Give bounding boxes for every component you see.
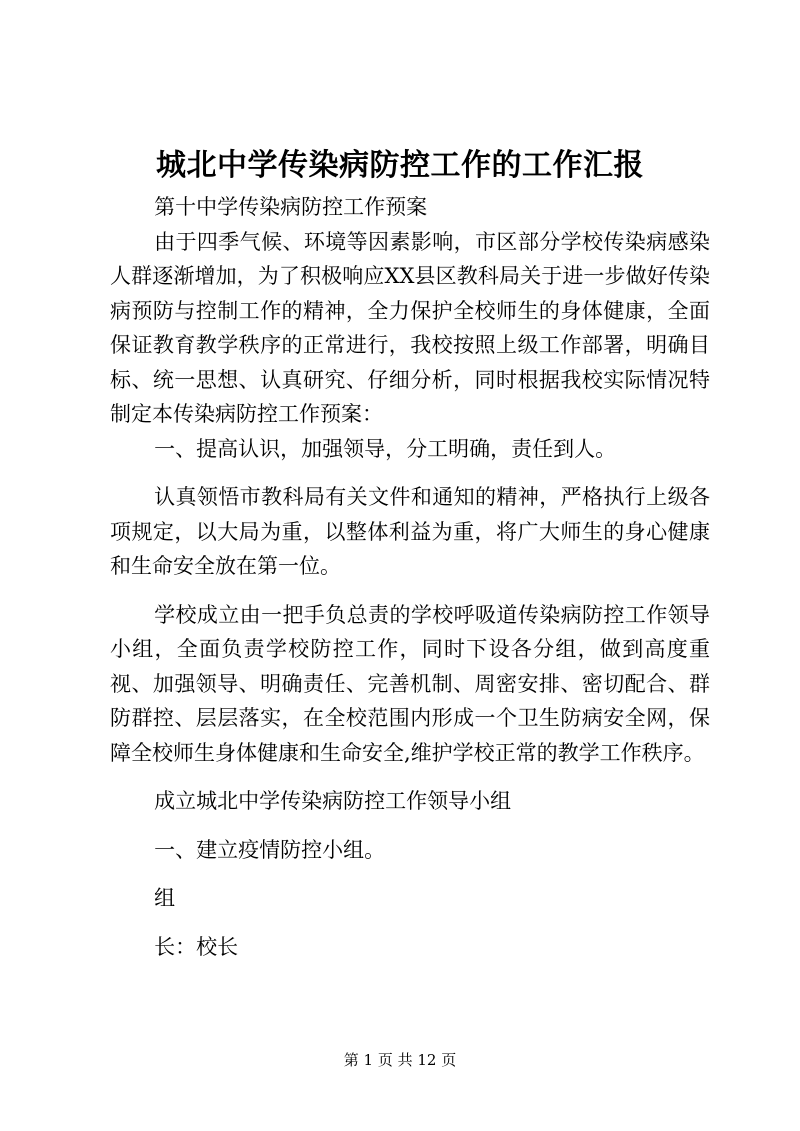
paragraph-intro: 由于四季气候、环境等因素影响，市区部分学校传染病感染人群逐渐增加，为了积极响应XX县区教科局关于进一步做好传染病预防与控制工作的精神，全力保护全校师生的身体健康，全面保证教育教学秩序的正常进行，我校按照上级工作部署，明确目标、统一思想、认真研究、仔细分析，同时根据我校实际情况特制定本传染病防控工作预案：	[110, 229, 710, 426]
document-title: 城北中学传染病防控工作的工作汇报	[156, 148, 644, 183]
paragraph-group-leader: 长：校长	[154, 934, 239, 959]
paragraph-section-1-heading: 一、提高认识，加强领导，分工明确，责任到人。	[154, 436, 617, 461]
paragraph-section-1-body: 认真领悟市教科局有关文件和通知的精神，严格执行上级各项规定，以大局为重，以整体利益为重，将广大师生的身心健康和生命安全放在第一位。	[110, 485, 710, 578]
page-footer: 第 1 页 共 12 页	[343, 1051, 457, 1069]
paragraph-subtitle: 第十中学传染病防控工作预案	[154, 195, 428, 219]
document-body	[110, 190, 710, 964]
paragraph-leadership-group: 学校成立由一把手负总责的学校呼吸道传染病防控工作领导小组，全面负责学校防控工作，同时下设各分组，做到高度重视、加强领导、明确责任、完善机制、周密安排、密切配合、群防群控、层层落实，在全校范围内形成一个卫生防病安全网，保障全校师生身体健康和生命安全,维护学校正常的教学工作秩序。	[110, 602, 710, 765]
paragraph-group-heading: 一、建立疫情防控小组。	[154, 837, 386, 862]
paragraph-establish-group: 成立城北中学传染病防控工作领导小组	[154, 789, 512, 813]
paragraph-group-label: 组	[154, 886, 176, 910]
